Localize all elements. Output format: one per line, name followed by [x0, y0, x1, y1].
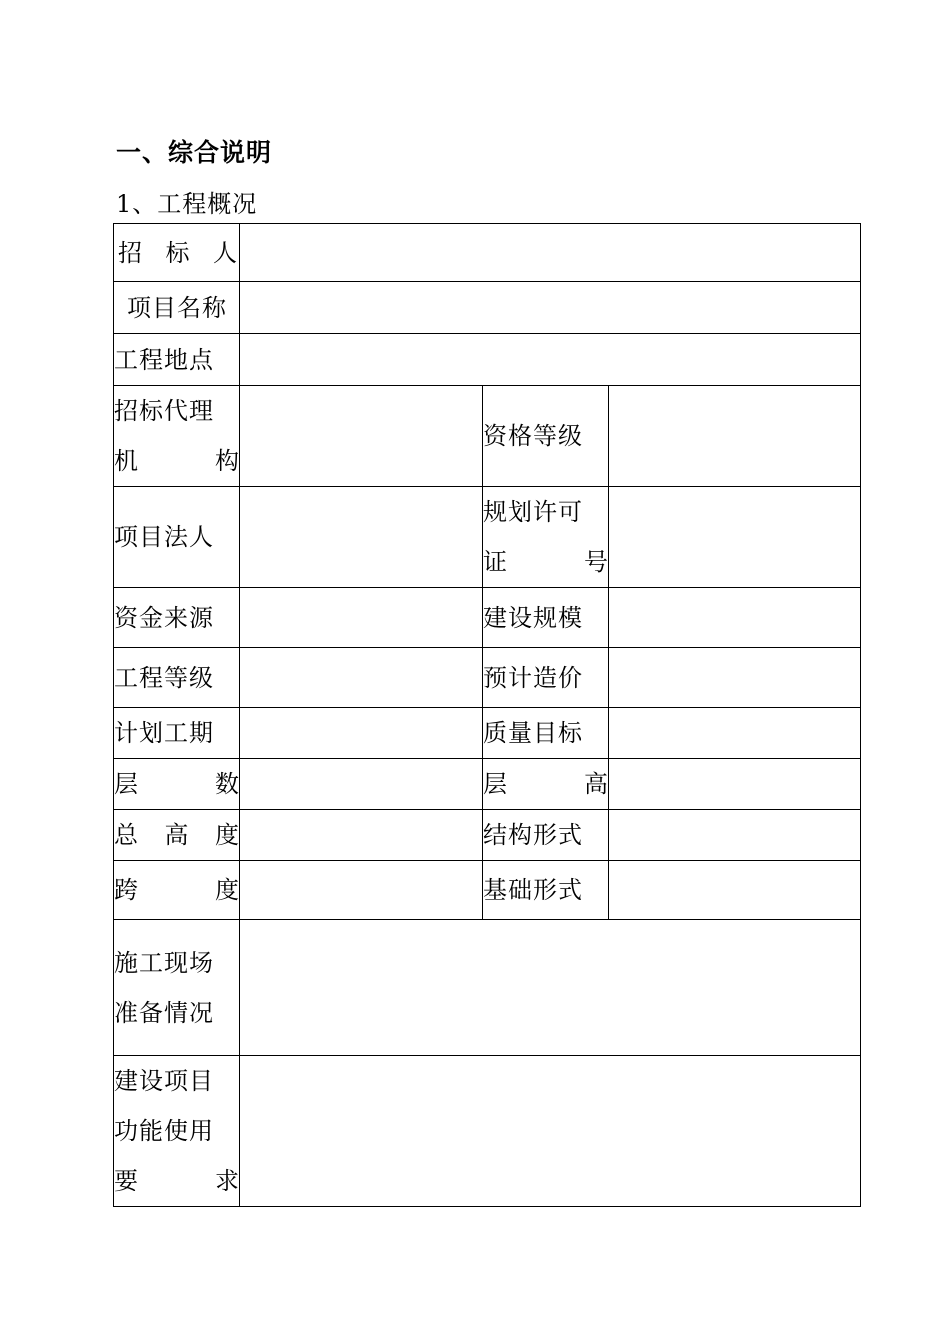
label-agency	[114, 386, 240, 487]
label-permit-line2: 证 号	[483, 548, 608, 576]
label-agency-line2: 机 构	[114, 447, 239, 475]
label-grade: 工程等级	[114, 648, 240, 708]
label-location: 工程地点	[114, 334, 240, 386]
value-site-prep[interactable]	[240, 920, 861, 1056]
label-legal-person: 项目法人	[114, 487, 240, 588]
label-agency-line1: 招标代理	[114, 397, 214, 425]
value-permit[interactable]	[609, 487, 861, 588]
value-estimated-cost[interactable]	[609, 648, 861, 708]
label-tenderer: 招 标 人	[114, 224, 240, 282]
label-quality-goal: 质量目标	[483, 708, 609, 759]
label-site-prep	[114, 920, 240, 1056]
label-site-prep-line1: 施工现场	[114, 948, 214, 977]
table-row	[114, 487, 861, 588]
table-row	[114, 810, 861, 861]
label-function-line3: 要 求	[114, 1167, 239, 1195]
table-row	[114, 648, 861, 708]
label-function-line1: 建设项目	[114, 1067, 214, 1095]
table-row	[114, 1056, 861, 1207]
section-heading: 一、综合说明	[116, 138, 273, 167]
label-fund-source: 资金来源	[114, 588, 240, 648]
value-total-height[interactable]	[240, 810, 483, 861]
value-agency[interactable]	[240, 386, 483, 487]
label-site-prep-line2: 准备情况	[114, 998, 214, 1027]
table-row	[114, 588, 861, 648]
value-qualification[interactable]	[609, 386, 861, 487]
table-row	[114, 861, 861, 920]
value-quality-goal[interactable]	[609, 708, 861, 759]
label-qualification: 资格等级	[483, 386, 609, 487]
table-row	[114, 920, 861, 1056]
label-function	[114, 1056, 240, 1207]
label-span: 跨 度	[114, 861, 240, 920]
value-floor-height[interactable]	[609, 759, 861, 810]
label-permit	[483, 487, 609, 588]
table-row	[114, 759, 861, 810]
table-row	[114, 708, 861, 759]
table-row	[114, 224, 861, 282]
value-location[interactable]	[240, 334, 861, 386]
table-row	[114, 334, 861, 386]
label-schedule: 计划工期	[114, 708, 240, 759]
label-permit-line1: 规划许可	[483, 498, 583, 526]
label-floor-height: 层 高	[483, 759, 609, 810]
value-foundation[interactable]	[609, 861, 861, 920]
value-scale[interactable]	[609, 588, 861, 648]
label-structure: 结构形式	[483, 810, 609, 861]
value-legal-person[interactable]	[240, 487, 483, 588]
subsection-heading: 1、工程概况	[116, 190, 258, 218]
table-row	[114, 386, 861, 487]
label-total-height: 总 高 度	[114, 810, 240, 861]
value-grade[interactable]	[240, 648, 483, 708]
value-fund-source[interactable]	[240, 588, 483, 648]
value-schedule[interactable]	[240, 708, 483, 759]
table-row	[114, 282, 861, 334]
label-foundation: 基础形式	[483, 861, 609, 920]
value-project-name[interactable]	[240, 282, 861, 334]
value-structure[interactable]	[609, 810, 861, 861]
label-project-name: 项目名称	[114, 282, 240, 334]
label-function-line2: 功能使用	[114, 1117, 214, 1145]
label-estimated-cost: 预计造价	[483, 648, 609, 708]
value-floors[interactable]	[240, 759, 483, 810]
label-floors: 层 数	[114, 759, 240, 810]
value-function[interactable]	[240, 1056, 861, 1207]
value-tenderer[interactable]	[240, 224, 861, 282]
label-scale: 建设规模	[483, 588, 609, 648]
project-overview-table	[113, 223, 861, 1207]
value-span[interactable]	[240, 861, 483, 920]
